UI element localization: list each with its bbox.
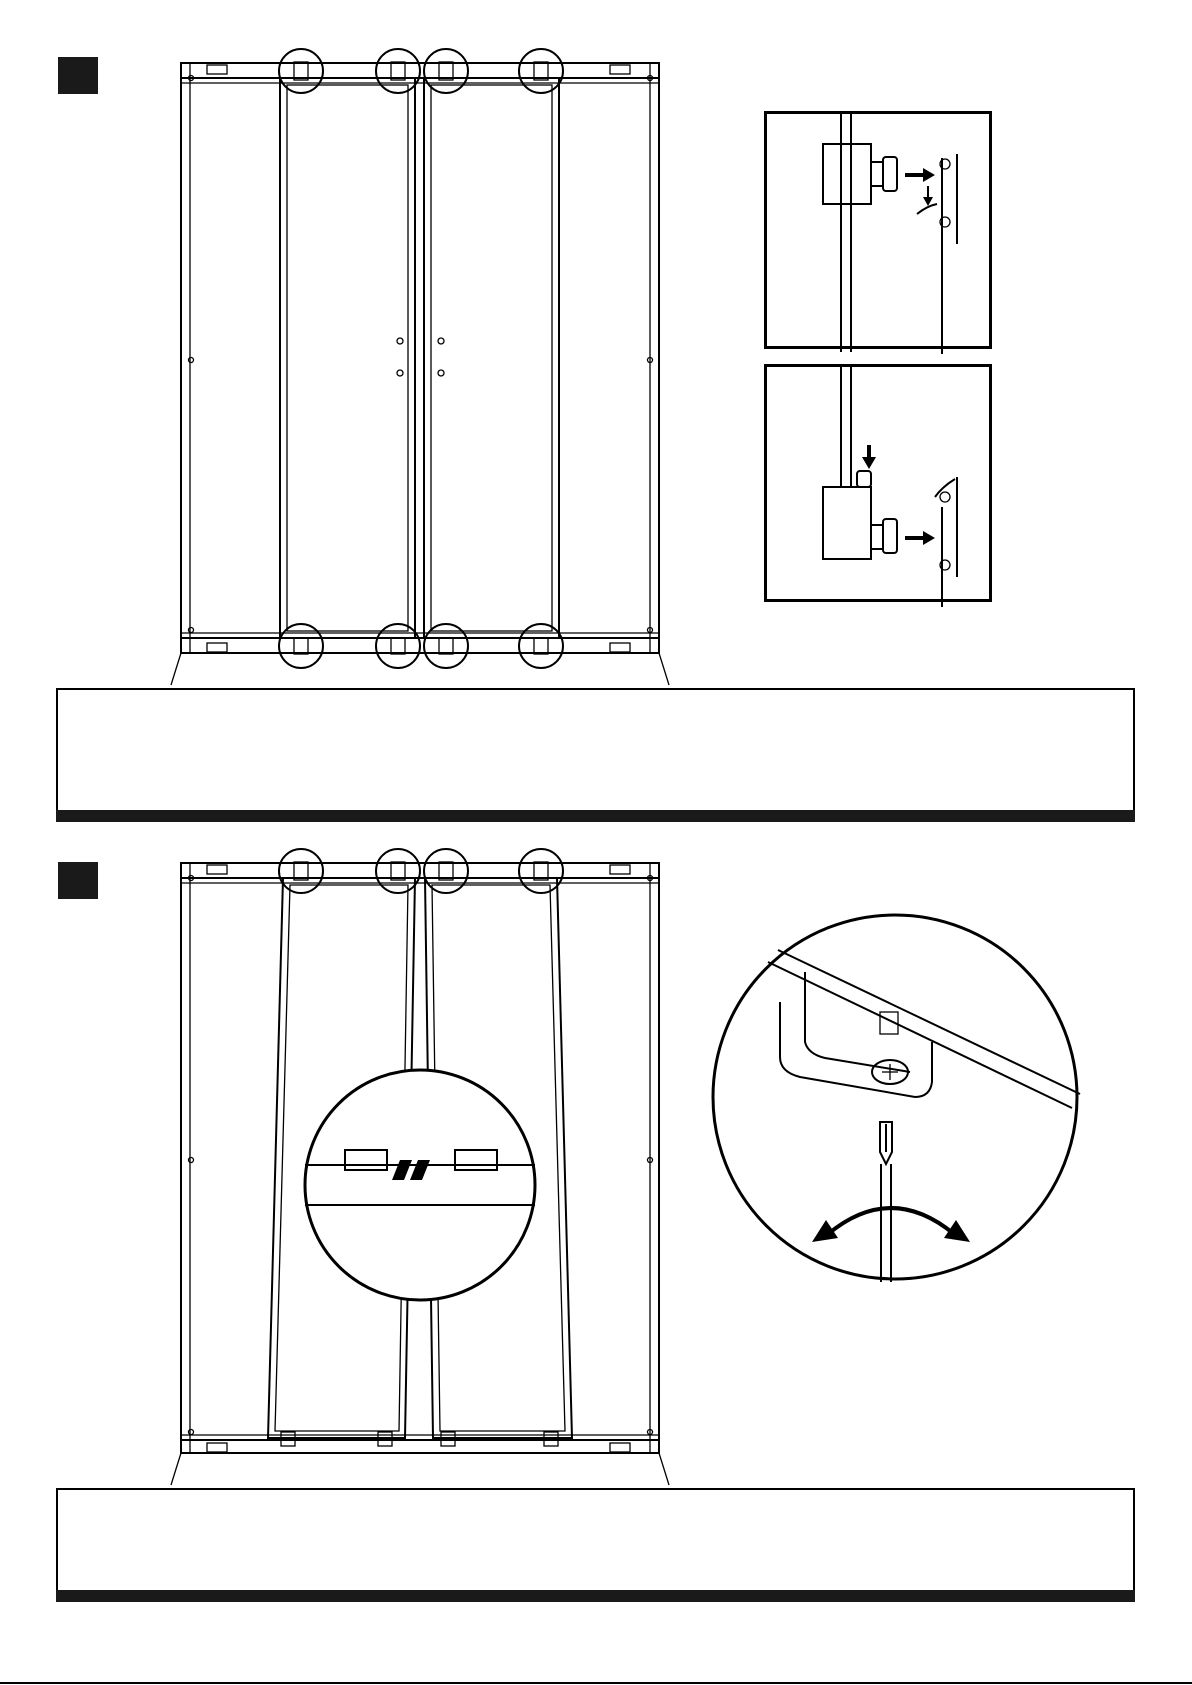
detail-adjust-screw [710,912,1080,1282]
step-1-text-panel [56,688,1135,822]
arrow-down-icon [862,445,876,469]
arrow-down-icon [922,186,934,206]
arrow-right-icon [905,168,935,182]
wardrobe-front-view-closed [0,0,1192,700]
rotate-both-ways-icon [806,1190,976,1250]
arrow-right-icon [905,531,935,545]
detail-bottom-roller [764,364,992,602]
step-2-text-panel [56,1488,1135,1602]
page-bottom-rule [0,1682,1192,1684]
detail-top-roller [764,111,992,349]
